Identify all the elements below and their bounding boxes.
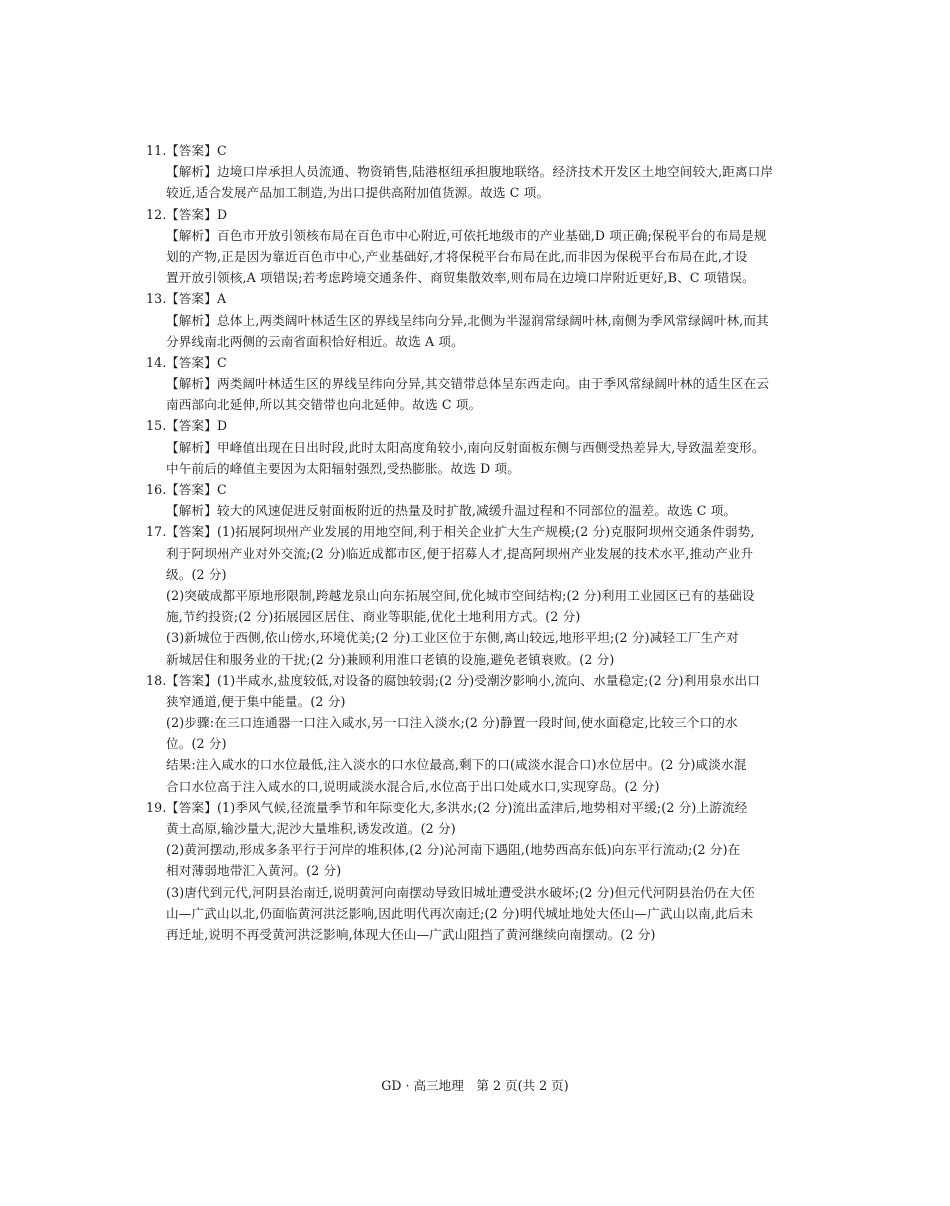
explanation-line: 置开放引领核,A 项错误;若考虑跨境交通条件、商贸集散效率,则布局在边境口岸附近更好,B、C 项错误。 <box>166 270 755 286</box>
answer-line: (2)步骤:在三口连通器一口注入咸水,另一口注入淡水;(2 分)静置一段时间,使水面稳定,比较三个口的水 <box>166 715 738 731</box>
answer-line: 位。(2 分) <box>166 736 227 752</box>
question-11-answer-line <box>146 140 806 161</box>
answer-text: 【答案】C <box>166 482 227 497</box>
answer-line: 新城居住和服务业的干扰;(2 分)兼顾利用淮口老镇的设施,避免老镇衰败。(2 分) <box>166 651 615 667</box>
explanation-line: 【解析】较大的风速促进反射面板附近的热量及时扩散,减缓升温过程和不同部位的温差。故选 C 项。 <box>166 503 737 519</box>
explanation-line: 南西部向北延伸,所以其交错带也向北延伸。故选 C 项。 <box>166 397 482 413</box>
explanation-line: 【解析】百色市开放引领核布局在百色市中心附近,可依托地级市的产业基础,D 项正确;保税平台的布局是规 <box>166 227 767 243</box>
answer-line: 狭窄通道,便于集中能量。(2 分) <box>166 693 346 709</box>
explanation-line: 【解析】两类阔叶林适生区的界线呈纬向分异,其交错带总体呈东西走向。由于季风常绿阔叶林的适生区在云 <box>166 376 770 392</box>
explanation-line: 【解析】总体上,两类阔叶林适生区的界线呈纬向分异,北侧为半湿润常绿阔叶林,南侧为季风常绿阔叶林,而其 <box>166 312 769 328</box>
question-number: 13. <box>146 291 167 307</box>
question-number: 17. <box>146 524 167 540</box>
answer-line: 结果:注入咸水的口水位最低,注入淡水的口水位最高,剩下的口(咸淡水混合口)水位居中。(2 分)咸淡水混 <box>166 757 747 773</box>
question-number: 11. <box>146 143 167 158</box>
answer-line: (3)新城位于西侧,依山傍水,环境优美;(2 分)工业区位于东侧,离山较远,地形平坦;(2 分)减轻工厂生产对 <box>166 630 739 646</box>
answer-text: 【答案】A <box>166 291 227 307</box>
explanation-line: 划的产物,正是因为靠近百色市中心,产业基础好,才将保税平台布局在此,而非因为保税平台布局在此,才设 <box>166 248 748 264</box>
question-number: 18. <box>146 672 167 688</box>
answer-text: 【答案】C <box>166 143 227 158</box>
answer-line: 再迁址,说明不再受黄河洪泛影响,体现大伾山—广武山阻挡了黄河继续向南摆动。(2 分) <box>166 926 656 942</box>
explanation-line: 较近,适合发展产品加工制造,为出口提供高附加值货源。故选 C 项。 <box>166 185 550 201</box>
question-12-answer-line <box>146 204 806 225</box>
explanation-line: 【解析】甲峰值出现在日出时段,此时太阳高度角较小,南向反射面板东侧与西侧受热差异大,导致温差变形。 <box>166 439 765 455</box>
answer-text: 【答案】(1)季风气候,径流量季节和年际变化大,多洪水;(2 分)流出孟津后,地势相对平缓;(2 分)上游流经 <box>166 799 748 815</box>
answer-line: (2)黄河摆动,形成多条平行于河岸的堆积体,(2 分)沁河南下遇阻,(地势西高东低)向东平行流动;(2 分)在 <box>166 842 741 858</box>
answer-line: (3)唐代到元代,河阴县治南迁,说明黄河向南摆动导致旧城址遭受洪水破坏;(2 分)但元代河阴县治仍在大伾 <box>166 884 755 900</box>
question-number: 16. <box>146 482 167 497</box>
answer-line: 施,节约投资;(2 分)拓展园区居住、商业等职能,优化土地利用方式。(2 分) <box>166 609 581 625</box>
question-number: 14. <box>146 354 167 370</box>
explanation-line: 分界线南北两侧的云南省面积恰好相近。故选 A 项。 <box>166 333 464 349</box>
answer-text: 【答案】(1)拓展阿坝州产业发展的用地空间,利于相关企业扩大生产规模;(2 分)克服阿坝州交通条件弱势, <box>166 524 755 540</box>
answer-line: 利于阿坝州产业对外交流;(2 分)临近成都市区,便于招募人才,提高阿坝州产业发展的技术水平,推动产业升 <box>166 545 754 561</box>
question-number: 12. <box>146 206 167 222</box>
question-17-first-line <box>146 521 806 542</box>
answer-text: 【答案】D <box>166 418 228 434</box>
question-14-answer-line <box>146 352 806 373</box>
question-15-answer-line <box>146 415 806 436</box>
explanation-line: 【解析】边境口岸承担人员流通、物资销售,陆港枢纽承担腹地联络。经济技术开发区土地空间较大,距离口岸 <box>166 164 774 180</box>
page-footer: GD · 高三地理 第 2 页(共 2 页) <box>381 1078 569 1093</box>
answer-line: 相对薄弱地带汇入黄河。(2 分) <box>166 863 342 879</box>
question-number: 19. <box>146 799 167 815</box>
question-19-first-line <box>146 797 806 818</box>
answer-line: 合口水位高于注入咸水的口,说明咸淡水混合后,水位高于出口处咸水口,实现穿岛。(2 分) <box>166 778 660 794</box>
question-16-answer-line <box>146 479 806 500</box>
explanation-line: 中午前后的峰值主要因为太阳辐射强烈,受热膨胀。故选 D 项。 <box>166 460 521 476</box>
answer-text: 【答案】(1)半咸水,盐度较低,对设备的腐蚀较弱;(2 分)受潮汐影响小,流向、水量稳定;(2 分)利用泉水出口 <box>166 672 761 688</box>
question-number: 15. <box>146 418 167 434</box>
question-13-answer-line <box>146 288 806 309</box>
answer-line: 级。(2 分) <box>166 566 227 582</box>
answer-text: 【答案】D <box>166 206 228 222</box>
answer-line: 黄土高原,输沙量大,泥沙大量堆积,诱发改道。(2 分) <box>166 821 456 836</box>
answer-line: 山—广武山以北,仍面临黄河洪泛影响,因此明代再次南迁;(2 分)明代城址地处大伾山—广武山以南,此后未 <box>166 905 754 921</box>
answer-line: (2)突破成都平原地形限制,跨越龙泉山向东拓展空间,优化城市空间结构;(2 分)利用工业园区已有的基础设 <box>166 587 755 603</box>
answer-content <box>146 140 806 945</box>
question-18-first-line <box>146 670 806 691</box>
answer-text: 【答案】C <box>166 354 227 370</box>
